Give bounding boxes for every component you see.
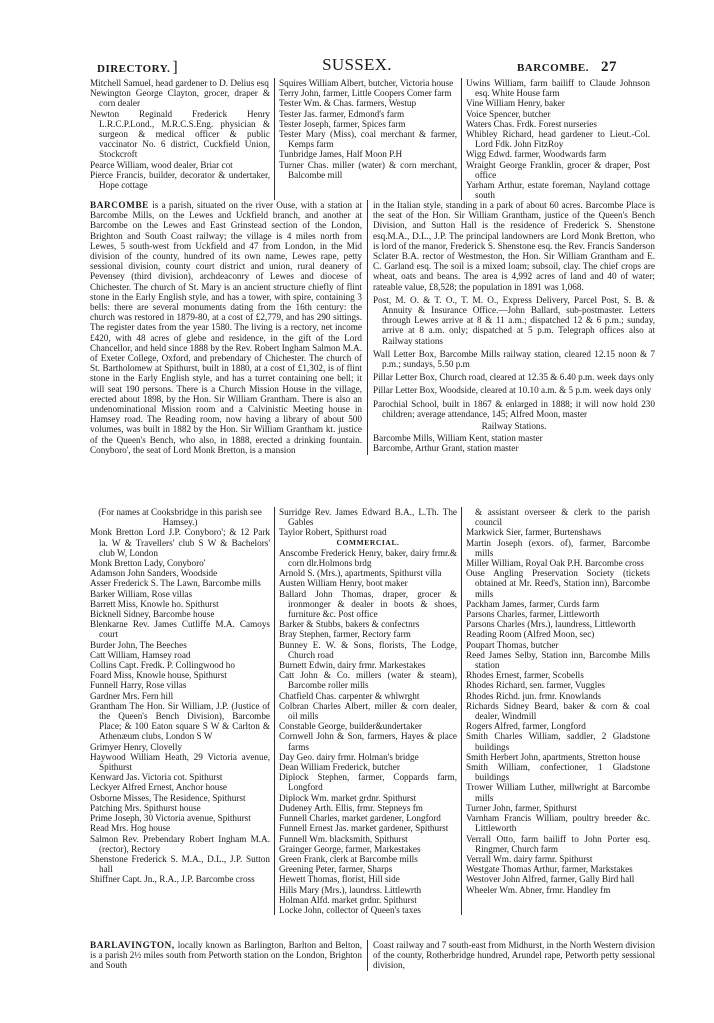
list-item: Shenstone Frederick S. M.A., D.L., J.P. Sutton hall (90, 853, 270, 875)
list-item: Leckyer Alfred Ernest, Anchor house (90, 782, 227, 793)
list-item: Surridge Rev. James Edward B.A., L.Th. The Gables (279, 507, 457, 528)
list-item: Varnham Francis William, poultry breeder &c. Littleworth (466, 813, 650, 834)
list-item: Wheeler Wm. Abner, frmr. Handley fm (466, 884, 611, 895)
barcombe-description (90, 200, 655, 455)
description-text: locally known as Barlington, Barlton and Belton, is a parish 2½ miles south from Petworth station on the London, Brighton and South (90, 940, 362, 971)
list-item: Barker & Stubbs, bakers & confectnrs (279, 619, 420, 630)
list-item: Burnett Edwin, dairy frmr. Markestakes (279, 660, 426, 671)
list-item: Monk Bretton Lady, Conyboro' (90, 558, 206, 569)
list-item: Adamson John Sanders, Woodside (90, 568, 218, 579)
list-item: Uwins William, farm bailiff to Claude Johnson esq. White House farm (466, 78, 650, 99)
list-item: Tunbridge James, Half Moon P.H (279, 149, 403, 160)
list-item: Rogers Alfred, farmer, Longford (466, 721, 586, 732)
list-item: Reed James Selby, Station inn, Barcombe Mills station (466, 649, 650, 671)
list-item: Blenkarne Rev. James Cutliffe M.A. Camoys court (90, 619, 270, 640)
list-item: Taylor Robert, Spithurst road (279, 527, 387, 538)
railway-item: Barcombe, Arthur Grant, station master (373, 443, 519, 454)
list-item: Monk Bretton Lord J.P. Conyboro'; & 12 Park la. W & Travellers' club S W & Bachelors' club W, London (90, 527, 270, 558)
list-item: Austen William Henry, boot maker (279, 578, 408, 589)
list-item: Ouse Angling Preservation Society (tickets obtained at Mr. Reed's, Station inn), Barcombe mills (466, 568, 650, 599)
list-item: Colbran Charles Albert, miller & corn dealer, oil mills (279, 700, 457, 722)
page-header (97, 55, 617, 77)
service-item: Post, M. O. & T. O., T. M. O., Express Delivery, Parcel Post, S. B. & Annuity & Insurance Office.—John Ballard, sub-postmaster. Letters through Lewes arrive at 8 & 11 a.m.; dispatched 12 & 6 p.m.; sunday, arrive at 8 a.m. only; dispatched at 5 p.m. Telegraph offices also at Railway stations (373, 294, 655, 346)
header-county: SUSSEX. (322, 55, 392, 74)
list-item: Grainger George, farmer, Markestakes (279, 843, 421, 854)
list-item: Smith William, confectioner, 1 Gladstone buildings (466, 762, 650, 783)
list-item: Funnell Harry, Rose villas (90, 680, 187, 691)
top-col-1 (90, 78, 274, 200)
commercial-col (274, 507, 461, 915)
list-item: Bray Stephen, farmer, Rectory farm (279, 629, 411, 640)
list-item: Cornwell John & Son, farmers, Hayes & place farms (279, 731, 457, 752)
list-item: Barker William, Rose villas (90, 588, 193, 599)
list-item: Bunney E. W. & Sons, florists, The Lodge, Church road (279, 639, 457, 660)
barlavington-description (90, 940, 655, 971)
page-number: 27 (601, 59, 617, 75)
list-item: Patching Mrs. Spithurst house (90, 802, 201, 813)
commercial-heading: COMMERCIAL. (336, 537, 400, 547)
list-item: Reading Room (Alfred Moon, sec) (466, 629, 595, 640)
list-item: Tester Joseph, farmer, Spices farm (279, 118, 406, 129)
list-item: Constable George, builder&undertaker (279, 721, 422, 732)
list-item: Burder John, The Beeches (90, 639, 187, 650)
header-directory: DIRECTORY. ] (97, 59, 179, 76)
list-item: Tester Wm. & Chas. farmers, Westup (279, 98, 417, 109)
list-item: Terry John, farmer, Little Coopers Comer farm (279, 88, 452, 99)
list-item: Green Frank, clerk at Barcombe mills (279, 853, 418, 864)
list-item: Anscombe Frederick Henry, baker, dairy frmr.& corn dlr.Holmons brdg (279, 547, 457, 569)
barlavington-right (367, 940, 655, 971)
list-item: Trower William Luther, millwright at Barcombe mills (466, 782, 650, 803)
list-item: Parsons Charles, farmer, Littleworth (466, 609, 600, 620)
list-item: Asser Frederick S. The Lawn, Barcombe mills (90, 578, 261, 589)
description-left (90, 200, 367, 455)
description-text: is a parish, situated on the river Ouse, with a station at Barcombe Mills, on the Lewes and Uckfield branch, and another at Barcombe on the Lewes and East Grinstead section of the London, Brighton and South Coast railway; the village is 4 miles north from Lewes, 5 south-west from Uckfield and 47 from London, in the Mid division of the county, hundred of its own name, Lewes rape, petty sessional division, county court district and union, rural deanery of Pevensey (third division), archdeaconry of Lewes and diocese of Chichester. The church of St. Mary is an ancient structure chiefly of flint stone in the Early English style, and has a tower, with spire, containing 3 bells: there are several monuments dating from the 16th century: the church was restored in 1879-80, at a cost of £2,779, and has 290 sittings. The register dates from the year 1580. The living is a rectory, net income £420, with 48 acres of glebe and residence, in the gift of the Lord Chancellor, and held since 1888 by the Rev. Robert Ingham Salmon M.A. of Exeter College, Oxford, and prebendary of Chichester. The church of St. Bartholomew at Spithurst, built in 1880, at a cost of £1,302, is of flint stone in the Early English style, and has a turret containing one bell; it will seat 190 persons. There is a Church Mission House in the village, erected about 1898, by the Hon. Sir William Grantham. There is also an undenominational Mission room and a Calvinistic Meeting house in Hamsey road. The Reading room, now having a library of about 500 volumes, was built in 1882 by the Hon. Sir William Grantham kt. justice of the Queen's Bench, who also, in 1888, erected a drinking fountain. Conyboro', the seat of Lord Monk Bretton, is a mansion (90, 200, 363, 455)
service-item: Wall Letter Box, Barcombe Mills railway station, cleared 12.15 noon & 7 p.m.; sundays, 5.50 p.m (373, 348, 655, 370)
list-item: Diplock Stephen, farmer, Coppards farm, Longford (279, 772, 457, 793)
list-item: Bicknell Sidney, Barcombe house (90, 609, 215, 620)
parish-heading: BARCOMBE (90, 200, 149, 210)
barlavington-left (90, 940, 367, 971)
list-item: Markwick Sier, farmer, Burtenshaws (466, 527, 602, 538)
description-text: Coast railway and 7 south-east from Midhurst, in the North Western division of the county, Rotherbridge hundred, Arundel rape, Petworth petty sessional division, (373, 940, 655, 971)
list-item: Whibley Richard, head gardener to Lieut.-Col. Lord Fdk. John FitzRoy (466, 129, 650, 150)
commercial-col-2 (461, 507, 650, 915)
list-item: Yarham Arthur, estate foreman, Nayland cottage south (466, 180, 650, 201)
list-item: Miller William, Royal Oak P.H. Barcombe cross (466, 558, 644, 569)
list-item: Poupart Thomas, butcher (466, 639, 559, 650)
list-item: Ballard John Thomas, draper, grocer & ironmonger & dealer in boots & shoes, furniture &c. Post office (279, 588, 457, 620)
header-parish: BARCOMBE. 27 (516, 59, 617, 75)
list-item: Barrett Miss, Knowle ho. Spithurst (90, 598, 219, 609)
list-item: Mitchell Samuel, head gardener to D. Delius esq (90, 78, 269, 88)
list-item: Grantham The Hon. Sir William, J.P. (Justice of the Queen's Bench Division), Barcombe Place; & 100 Eaton square S W & Carlton & Athenæum clubs, London S W (90, 700, 270, 742)
list-item: Prime Joseph, 30 Victoria avenue, Spithurst (90, 813, 251, 824)
list-item: Martin Joseph (exors. of), farmer, Barcombe mills (466, 537, 650, 558)
list-item: Arnold S. (Mrs.), apartments, Spithurst villa (279, 568, 442, 579)
list-item: Tester Mary (Miss), coal merchant & farmer, Kemps farm (279, 129, 457, 150)
list-item: Grimyer Henry, Clovelly (90, 741, 183, 752)
list-item: Shiffner Capt. Jn., R.A., J.P. Barcombe cross (90, 874, 255, 885)
list-item-continued: & assistant overseer & clerk to the parish council (475, 507, 650, 528)
list-item: Wigg Edwd. farmer, Woodwards farm (466, 149, 607, 160)
list-item: Funnell Charles, market gardener, Longford (279, 813, 441, 824)
list-item: Newington George Clayton, grocer, draper & corn dealer (90, 88, 270, 109)
list-item: Funnell Ernest Jas. market gardener, Spithurst (279, 823, 449, 834)
list-item: Richards Sidney Beard, baker & corn & coal dealer, Windmill (466, 700, 650, 722)
service-item: Parochial School, built in 1867 & enlarged in 1888; it will now hold 230 children; average attendance, 145; Alfred Moon, master (373, 398, 655, 419)
list-item: Vine William Henry, baker (466, 98, 565, 109)
list-item: Funnell Wm. blacksmith, Spithurst (279, 833, 408, 844)
list-item: Verrall Otto, farm bailiff to John Porter esq. Ringmer, Church farm (466, 833, 650, 854)
resident-listing (90, 507, 655, 915)
list-item: Turner Chas. miller (water) & corn merchant, Balcombe mill (279, 159, 457, 180)
list-item: Waters Chas. Frdk. Forest nurseries (466, 118, 597, 129)
list-item: Read Mrs. Hog house (90, 823, 171, 834)
list-item: Smith Herbert John, apartments, Stretton house (466, 751, 641, 762)
list-item: Osborne Misses, The Residence, Spithurst (90, 792, 246, 803)
list-item: Verrall Wm. dairy farmr. Spithurst (466, 853, 593, 864)
list-item: Wraight George Franklin, grocer & draper, Post office (466, 159, 650, 180)
list-item: Westover John Alfred, farmer, Gally Bird hall (466, 874, 635, 885)
list-item: Catt John & Co. millers (water & steam), Barcombe roller mills (279, 670, 457, 691)
list-item: Greening Peter, farmer, Sharps (279, 864, 393, 875)
list-item: Hills Mary (Mrs.), laundrss. Littlewrth (279, 884, 422, 895)
railway-item: Barcombe Mills, William Kent, station master (373, 433, 543, 444)
list-item: Salmon Rev. Prebendary Robert Ingham M.A. (rector), Rectory (90, 833, 270, 854)
railway-heading: Railway Stations. (481, 421, 547, 432)
list-item: Chatfield Chas. carpenter & whlwrght (279, 690, 420, 701)
list-item: Westgate Thomas Arthur, farmer, Markstakes (466, 864, 633, 875)
list-item: Foard Miss, Knowle house, Spithurst (90, 670, 227, 681)
list-item: Newton Reginald Frederick Henry L.R.C.P.Lond., M.R.C.S.Eng. physician & surgeon & medical officer & public vaccinator No. 6 district, Cuckfield Union, Stockcroft (90, 108, 270, 160)
top-col-2 (274, 78, 461, 200)
list-item: Pierce Francis, builder, decorator & undertaker, Hope cottage (90, 169, 270, 191)
list-item: Dean William Frederick, butcher (279, 762, 400, 773)
list-item: Tester Jas. farmer, Edmond's farm (279, 108, 405, 119)
description-right (367, 200, 655, 455)
list-item: Parsons Charles (Mrs.), laundress, Littleworth (466, 619, 636, 630)
cross-reference-note: (For names at Cooksbridge in this parish see Hamsey.) (98, 507, 262, 528)
list-item: Locke John, collector of Queen's taxes (279, 904, 421, 915)
list-item: Squires William Albert, butcher, Victoria house (279, 78, 454, 88)
list-item: Smith Charles William, saddler, 2 Gladstone buildings (466, 731, 650, 752)
top-col-3 (461, 78, 650, 200)
description-text: in the Italian style, standing in a park of about 60 acres. Barcombe Place is the seat of the Hon. Sir William Grantham, justice of the Queen's Bench Division, and Sutton Hall is the residence of Frederick S. Shenstone esq.M.A., D.L., J.P. The principal landowners are Lord Monk Bretton, who is lord of the manor, Frederick S. Shenstone esq. the Rev. Francis Sanderson Sclater B.A. rector of Westmeston, the Hon. Sir William Grantham and E. C. Garland esq. The soil is a mixed loam; subsoil, clay. The chief crops are wheat, oats and beans. The area is 4,992 acres of land and 40 of water; rateable value, £8,528; the population in 1891 was 1,068. (373, 200, 655, 292)
list-item: Pearce William, wood dealer, Briar cot (90, 159, 233, 170)
list-item: Day Geo. dairy frmr. Holman's bridge (279, 751, 419, 762)
service-item: Pillar Letter Box, Woodside, cleared at 10.10 a.m. & 5 p.m. week days only (373, 385, 652, 396)
list-item: Haywood William Heath, 29 Victoria avenue, Spithurst (90, 751, 270, 773)
list-item: Voice Spencer, butcher (466, 108, 551, 119)
service-item: Pillar Letter Box, Church road, cleared at 12.35 & 6.40 p.m. week days only (373, 372, 654, 383)
list-item: Kenward Jas. Victoria cot. Spithurst (90, 772, 223, 783)
list-item: Holman Alfd. market grdnr. Spithurst (279, 894, 417, 905)
list-item: Packham James, farmer, Curds farm (466, 598, 600, 609)
list-item: Turner John, farmer, Spithurst (466, 802, 577, 813)
list-item: Rhodes Richd. jun. frmr. Knowlands (466, 690, 601, 701)
list-item: Dudeney Arth. Ellis, frmr. Stepneys fm (279, 802, 423, 813)
private-residents-col (90, 507, 274, 915)
list-item: Diplock Wm. market grdnr. Spithurst (279, 792, 417, 803)
list-item: Hewett Thomas, florist, Hill side (279, 874, 400, 885)
list-item: Rhodes Richard, sen. farmer, Vuggles (466, 680, 605, 691)
list-item: Gardner Mrs. Fern hill (90, 690, 174, 701)
list-item: Collins Capt. Fredk. P. Collingwood ho (90, 660, 235, 671)
parish-heading: BARLAVINGTON, (90, 940, 175, 950)
top-entries (90, 78, 655, 200)
list-item: Rhodes Ernest, farmer, Scobells (466, 670, 584, 681)
list-item: Catt William, Hamsey road (90, 649, 191, 660)
